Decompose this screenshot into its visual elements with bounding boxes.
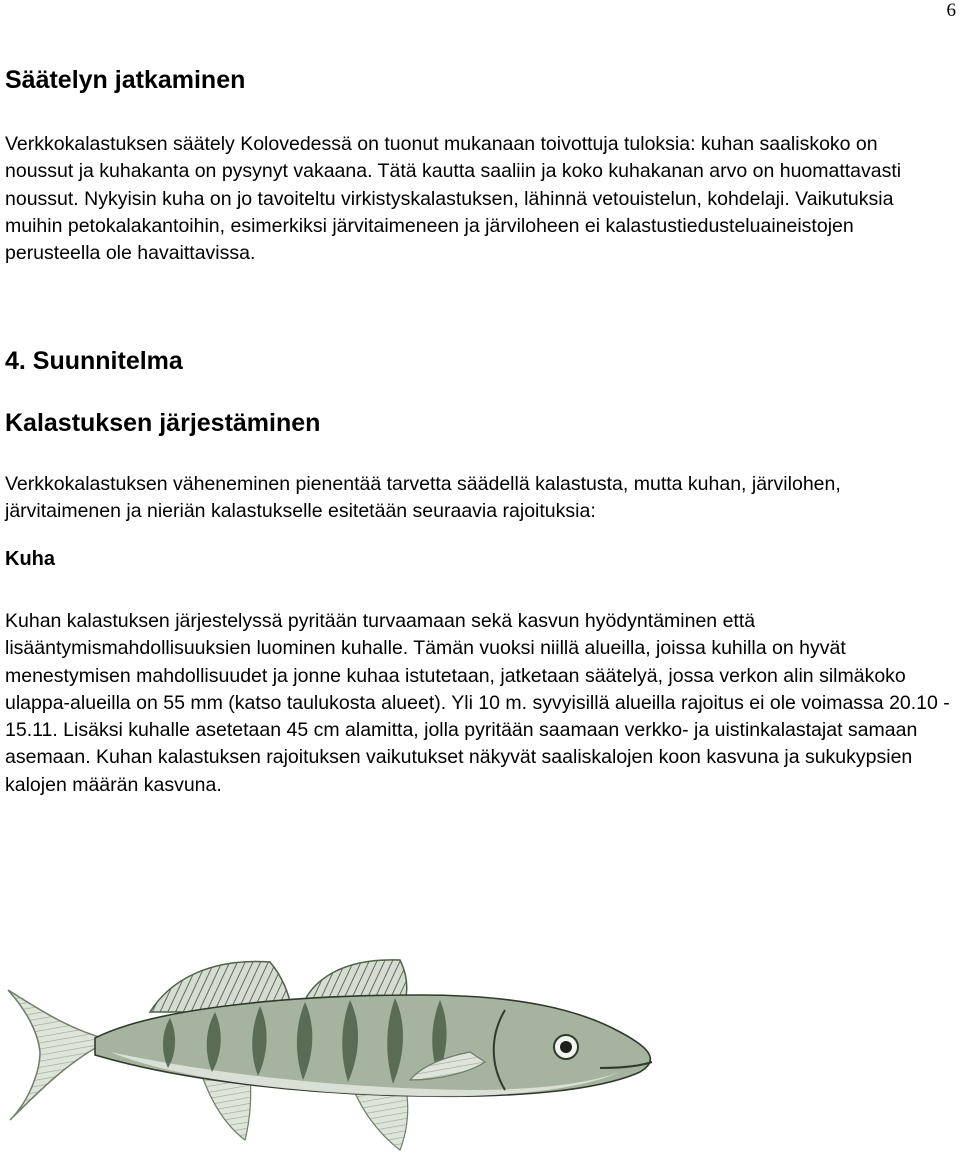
section-paragraph: Verkkokalastuksen säätely Kolovedessä on tuonut mukanaan toivottuja tuloksia: kuhan saaliskoko on noussut ja kuhakanta on pysynyt vakaana. Tätä kautta saaliin ja koko kuhakanan arvo on huomattavasti noussut. Nykyisin kuha on jo tavoiteltu virkistyskalastuksen, lähinnä vetouistelun, kohdelaji. Vaikutuksia muihin petokalakantoihin, esimerkiksi järvitaimeneen ja järviloheen ei kalastustiedusteluaineistojen perusteella ole havaittavissa.: [5, 133, 902, 265]
species-paragraph: Kuhan kalastuksen järjestelyssä pyritään turvaamaan sekä kasvun hyödyntäminen että lisääntymismahdollisuuksien luominen kuhalle. Tämän vuoksi niillä alueilla, joissa kuhilla on hyvät menestymisen mahdollisuudet ja jonne kuhaa istutetaan, jatketaan säätelyä, jossa verkon alin silmäkoko ulappa-alueilla on 55 mm (katso taulukosta alueet). Yli 10 m. syvyisillä alueilla rajoitus ei ole voimassa 20.10 - 15.11. Lisäksi kuhalle asetetaan 45 cm alamitta, jolla pyritään saamaan verkko- ja uistinkalastajat samaan asemaan. Kuhan kalastuksen rajoituksen vaikutukset näkyvät saaliskalojen koon kasvuna ja sukukypsien kalojen määrän kasvuna.: [5, 610, 950, 796]
page-number: 6: [946, 0, 956, 21]
intro-paragraph: Verkkokalastuksen väheneminen pienentää tarvetta säädellä kalastusta, mutta kuhan, järvilohen, järvitaimenen ja nieriän kalastukselle esitetään seuraavia rajoituksia:: [5, 473, 841, 523]
subsection-title: Kalastuksen järjestäminen: [5, 409, 321, 437]
species-heading: Kuha: [5, 548, 55, 570]
section-title: Säätelyn jatkaminen: [5, 66, 246, 94]
fish-pupil: [560, 1041, 572, 1053]
chapter-title: 4. Suunnitelma: [5, 347, 183, 375]
zander-fish-icon: [0, 940, 960, 1154]
